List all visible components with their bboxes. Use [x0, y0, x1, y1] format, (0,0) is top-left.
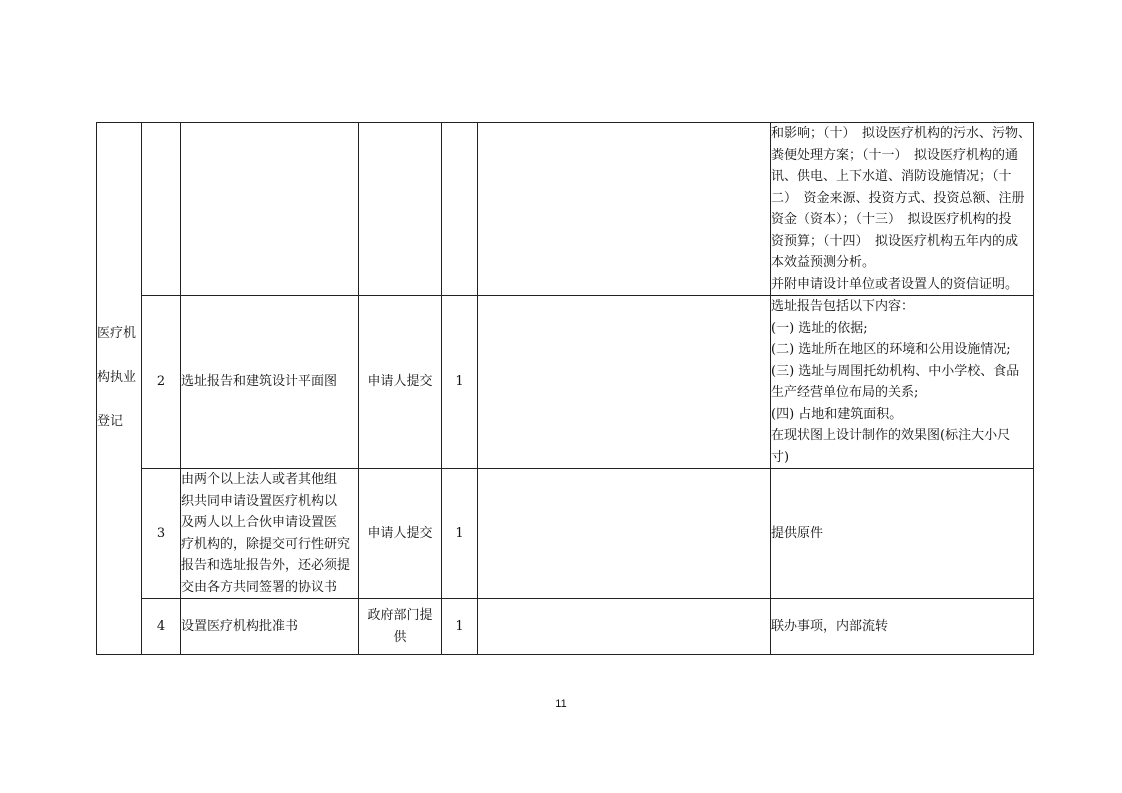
note-line: 资预算；（十四） 拟设医疗机构五年内的成	[771, 233, 1019, 249]
material-line: 由两个以上法人或者其他组	[181, 472, 338, 487]
note-line: (一) 选址的依据;	[771, 320, 868, 336]
form-cell	[478, 469, 771, 599]
table-row	[97, 599, 1034, 655]
index-cell: 3	[142, 469, 181, 599]
material-line: 织共同申请设置医疗机构以	[181, 493, 338, 509]
category-cell	[97, 123, 142, 655]
index-cell: 4	[142, 599, 181, 655]
material-line: 交由各方共同签署的协议书	[181, 579, 338, 595]
note-line: 二） 资金来源、投资方式、投资总额、注册	[771, 190, 1025, 206]
table-row	[97, 296, 1034, 469]
note-line: 讯、供电、上下水道、消防设施情况；（十	[771, 169, 1012, 184]
note-line: 寸)	[771, 449, 790, 465]
material-cell: 选址报告和建筑设计平面图	[181, 296, 359, 469]
page-number: 11	[555, 698, 567, 710]
copies-cell: 1	[442, 469, 478, 599]
note-line: 和影响；（十） 拟设医疗机构的污水、污物、	[771, 126, 1032, 141]
material-cell: 设置医疗机构批准书	[181, 599, 359, 655]
notes-cell: 联办事项，内部流转	[771, 599, 1034, 655]
notes-cell	[771, 123, 1034, 296]
category-line: 登记	[97, 413, 124, 429]
form-cell	[478, 296, 771, 469]
note-line: (二) 选址所在地区的环境和公用设施情况;	[771, 342, 1011, 357]
material-line: 报告和选址报告外，还必须提	[181, 558, 351, 573]
material-line: 疗机构的，除提交可行性研究	[181, 536, 351, 552]
source-cell: 申请人提交	[359, 469, 442, 599]
category-line: 构执业	[97, 369, 137, 385]
copies-cell	[442, 123, 478, 296]
source-cell	[359, 599, 442, 655]
note-line: 并附申请设计单位或者设置人的资信证明。	[771, 276, 1019, 292]
source-cell	[359, 123, 442, 296]
note-line: (四) 占地和建筑面积。	[771, 406, 903, 422]
note-line: 本效益预测分析。	[771, 255, 876, 270]
material-cell	[181, 469, 359, 599]
source-line: 供	[393, 629, 407, 645]
note-line: (三) 选址与周围托幼机构、中小学校、食品	[771, 363, 1020, 379]
table-row	[97, 123, 1034, 296]
copies-cell: 1	[442, 599, 478, 655]
note-line: 选址报告包括以下内容：	[771, 299, 915, 314]
source-line: 政府部门提	[367, 608, 433, 623]
index-cell: 2	[142, 296, 181, 469]
materials-table	[96, 122, 1034, 655]
note-line: 在现状图上设计制作的效果图(标注大小尺	[771, 428, 1011, 443]
form-cell	[478, 599, 771, 655]
index-cell	[142, 123, 181, 296]
note-line: 粪便处理方案；（十一） 拟设医疗机构的通	[771, 147, 1019, 163]
notes-cell	[771, 296, 1034, 469]
material-cell	[181, 123, 359, 296]
category-line: 医疗机	[97, 325, 137, 341]
note-line: 资金（资本）；（十三） 拟设医疗机构的投	[771, 212, 1012, 227]
material-line: 及两人以上合伙申请设置医	[181, 515, 338, 530]
notes-cell: 提供原件	[771, 469, 1034, 599]
source-cell: 申请人提交	[359, 296, 442, 469]
table-row	[97, 469, 1034, 599]
form-cell	[478, 123, 771, 296]
note-line: 生产经营单位布局的关系;	[771, 385, 919, 400]
copies-cell: 1	[442, 296, 478, 469]
